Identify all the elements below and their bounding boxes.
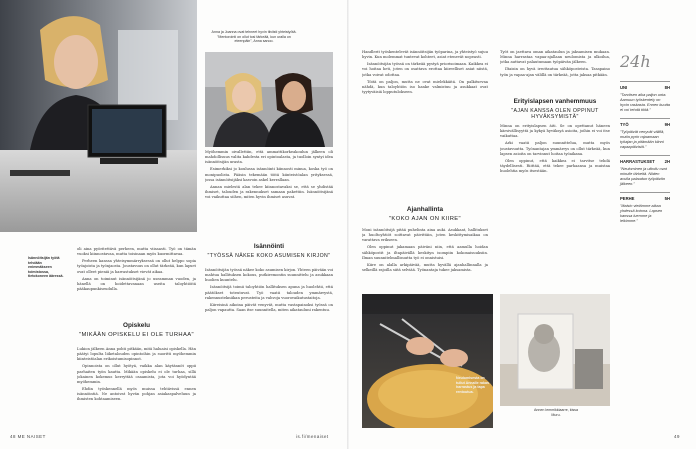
- paragraph: Minna on erityislapsen äiti. Se on opettanut häneen kärsivällisyyttä ja kykyä hyväksyä asioita, joihin ei voi itse vaikuttaa.: [500, 124, 610, 139]
- folio-right: 49: [674, 434, 680, 439]
- folio-center: is.fi/menaiset: [296, 434, 329, 439]
- photo-caption-two-women: Anna ja Joanna ovat tehneet hyvin tiiviisti yhteistyötä. "Mentorointi on ollut tosi tärkeää, kun uralla on eteenpäin", Anna sanoo.: [211, 30, 297, 44]
- paragraph: oli aina pyöritettävä perheen, mutta viisaasti. Työ on tämän vuoksi kiinnostavaa, mutta toisinaan myös kuormittavaa.: [77, 247, 196, 257]
- paragraph: Työt on jaettava oman aikataulun ja jaksamisen mukaan. Minna harrastaa vapaa-ajallaan neulomista ja ulkoilua, jotka auttavat palautumaan työpäivän jälkeen.: [500, 50, 610, 65]
- sidebar-entry-tag: TYÖ: [620, 122, 629, 127]
- sidebar-entry-text: "Neulominen ja ulkoilu ovat minulle tärkeitä. Niiden avulla palaudun työpäivän jälkeen.": [620, 166, 667, 186]
- article-column-left-top: [77, 247, 196, 317]
- paragraph: Töitä on paljon, mutta ne ovat mielekkäitä. On palkitsevaa nähdä, kun taloyhtiön iso hanke valmistuu ja asukkaat ovat tyytyväisiä lopputulokseen.: [362, 79, 488, 95]
- paragraph: Opinnoista on ollut hyötyä, vaikka alan käytännöt oppii parhaiten työn kautta. Mikään opiskelu ei ole turhaa, sillä jokainen kokemus kerryttää osaamista, jota voi hyödyntää myöhemmin.: [77, 364, 196, 384]
- folio-left: 48 ME NAISET: [10, 434, 46, 439]
- photo-annen-lemmikki-image: [500, 294, 610, 406]
- paragraph: Handlerit työskentelevät isännöitsijän työparina, ja yhteistyö sujuu hyvin. Kun molemmat tuntevat kohteet, asiat etenevät nopeasti.: [362, 50, 488, 60]
- paragraph: Iltaisin on hyvä irrottautua sähköposteista. Tasapaino työn ja vapaa-ajan välillä on tärkeää, jotta jaksaa pitkään.: [500, 67, 610, 77]
- paragraph: Annan mielestä alan tekee kiinnostavaksi se, että se yhdistää ihmiset, talouden ja rakennukset samaan pakettiin. Isännöitsijänä voi vaikuttaa siihen, miten hyvin ihmiset asuvat.: [205, 184, 333, 200]
- article-column-ajanhallinta: [362, 228, 488, 290]
- section-heading-isannointi: "TYÖSSÄ NÄKEE KOKO ASUMISEN KIRJON": [207, 253, 331, 259]
- photo-woman-at-computer-image: [0, 0, 197, 232]
- section-heading-opiskelu: "MIKÄÄN OPISKELU EI OLE TURHAA": [79, 332, 194, 338]
- sidebar-entry-tag: UNI: [620, 85, 628, 90]
- sidebar-logo: 24h: [620, 52, 651, 71]
- paragraph: Ehdin työskennellä myös muissa tehtävissä ennen isännöintiä. Ne antoivat hyvän pohjan asiakaspalveluun ja ihmisten kohtaamiseen.: [77, 387, 196, 402]
- paragraph: Esimerkiksi jo koulussa isännöinti kiinnosti minua, koska työ on monipuolista. Pääsin tekemään töitä kiinteistöalan yrityksessä, jossa isännöitsijäksi kasvoin askel kerrallaan.: [205, 167, 333, 182]
- sidebar-entry-hours: 8H: [664, 85, 670, 90]
- sidebar-entry-hours: 9H: [664, 122, 670, 127]
- paragraph: Isännöitsijän työssä näkee koko asumisen kirjon. Yhteen päivään voi mahtua hallituksen kokous, putkiremontin suunnittelu ja asukkaan huolien kuuntelu.: [205, 268, 333, 283]
- paragraph: Myöhemmin oivallettiin, että ammattikorkeakoulun jälkeen oli mahdollisuus valita kahdesta eri opintoalasta, ja tuolloin syntyi idea isännöitsijän urasta.: [205, 150, 333, 165]
- photo-caption-computer: Isännöitsijän työtä tehdään enimmäkseen toimistossa, tietokoneen ääressä.: [28, 256, 64, 279]
- photo-knitting: [362, 294, 493, 428]
- gutter: [347, 0, 349, 449]
- photo-woman-at-computer: [0, 0, 197, 232]
- article-column-isannointi: [205, 268, 333, 429]
- sidebar-entry-tag: PERHE: [620, 196, 635, 201]
- sidebar-entry-text: "Työpäivät venyvät välillä, mutta pyrin rajaamaan työajan ja pitämään kiinni vapaapäivistä.": [620, 129, 665, 149]
- sidebar-entry-text: "Tarvitsen aika paljon unta. Aamuun työskentely on hyvin raskasta. Ennen kuutta ei voi tehdä töitä.": [620, 92, 670, 112]
- photo-two-women: [205, 52, 333, 147]
- paragraph: Olen oppinut jakamaan päiväni niin, että aamulla hoidan sähköpostit ja iltapäivällä keskityn isompiin kokonaisuuksiin. Ilman suunnitelmallisuutta työ ei onnistuisi.: [362, 245, 488, 260]
- sidebar-entry-tag: HARRASTUKSET: [620, 159, 655, 164]
- paragraph: Perheen kanssa yhteisymmärryksessä on ollut helppo sopia työajoista ja työnjaosta. Joustavuus on ollut tärkeää, kun lapset ovat olleet pieniä ja harrastukset vievät aikaa.: [77, 259, 196, 274]
- article-column-mid: [205, 150, 333, 237]
- sidebar-entry-tyo: [620, 118, 670, 149]
- sidebar-entry-harrastukset: [620, 155, 670, 186]
- sidebar-entry-hours: 5H: [664, 196, 670, 201]
- photo-annen-lemmikki: [500, 294, 610, 406]
- photo-caption-knitting: Neulomisesta on tullut Annalle rakas harrastus ja tapa rentoutua.: [456, 376, 490, 394]
- paragraph: Anna on toiminut isännöitsijänä jo useamman vuoden, ja hänellä on hoidettavanaan useita taloyhtiöitä pääkaupunkiseudulla.: [77, 276, 196, 292]
- paragraph: Olen oppinut, että kaikkea ei tarvitse tehdä täydellisesti. Riittää, että tekee parhaansa ja muistaa huolehtia myös itsestään.: [500, 158, 610, 174]
- paragraph: Arki vaatii paljon suunnittelua, mutta myös joustavuutta. Työnantajan ymmärrys on ollut tärkeää, kun lapsen asioita on tarvinnut hoitaa työaikana.: [500, 141, 610, 156]
- article-column-right-a: [362, 50, 488, 200]
- article-column-right-b: [500, 50, 610, 92]
- paragraph: Moni isännöitsijä pitää puhelinta aina auki. Asukkaat, hallitukset ja huoltoyhtiöt soittavat päivittäin, joten keskittymisaikaa on varattava erikseen.: [362, 228, 488, 243]
- sidebar-entry-text: "Iltaisin vietämme aikaa yhdessä kotona. Lapsen kanssa luemme ja leikimme.": [620, 203, 663, 223]
- photo-caption-annen-lemmikki: Annen lemmikkiaarre, kissa Muru.: [534, 408, 578, 417]
- paragraph: Isännöitsijän työssä on tärkeää pystyä priorisoimaan. Kaikkea ei voi hoitaa heti, joten on osattava erottaa kiireelliset asiat niistä, jotka voivat odottaa.: [362, 62, 488, 77]
- paragraph: Kiire on alalla arkipäivää, mutta hyvällä ajanhallinnalla ja selkeillä rajoilla siitä selviää. Työnantaja tukee jaksamista.: [362, 262, 488, 273]
- section-heading-erityislapsen-vanhemmuus: "AJAN KANSSA OLEN OPPINUT HYVÄKSYMISTÄ": [511, 108, 599, 120]
- photo-knitting-image: [362, 294, 493, 428]
- sidebar-entry-hours: 2H: [664, 159, 670, 164]
- section-label-erityislapsen-vanhemmuus: Erityislapsen vanhemmuus: [513, 98, 597, 105]
- section-label-isannointi: Isännöinti: [253, 243, 285, 250]
- sidebar-24h: [620, 52, 670, 229]
- section-label-ajanhallinta: Ajanhallinta: [406, 206, 444, 213]
- sidebar-entry-uni: [620, 81, 670, 112]
- paragraph: Lukion jälkeen Anna pohti pitkään, mitä haluaisi opiskella. Hän päätyi lopulta liiketalouden opintoihin ja suoritti myöhemmin kiinteistöalan erikoistumisopinnot.: [77, 347, 196, 362]
- paragraph: Isännöitsijä toimii taloyhtiön hallituksen apuna ja huolehtii, että päätökset toteutuvat. Työ vaatii talouden ymmärrystä, rakennustekniikan perusteita ja vahvoja vuorovaikutustaitoja.: [205, 285, 333, 300]
- article-column-opiskelu: [77, 347, 196, 429]
- photo-two-women-image: [205, 52, 333, 147]
- sidebar-entry-perhe: [620, 192, 670, 223]
- paragraph: Kiireisinä aikoina päivät venyvät, mutta vastapainoksi työssä on paljon vapautta. Saan itse suunnitella, miten aikatauluni rakentuu.: [205, 302, 333, 313]
- section-heading-ajanhallinta: "KOKO AJAN ON KIIRE": [388, 216, 462, 222]
- article-column-erityislapsen-vanhemmuus: [500, 124, 610, 290]
- section-label-opiskelu: Opiskelu: [123, 322, 150, 329]
